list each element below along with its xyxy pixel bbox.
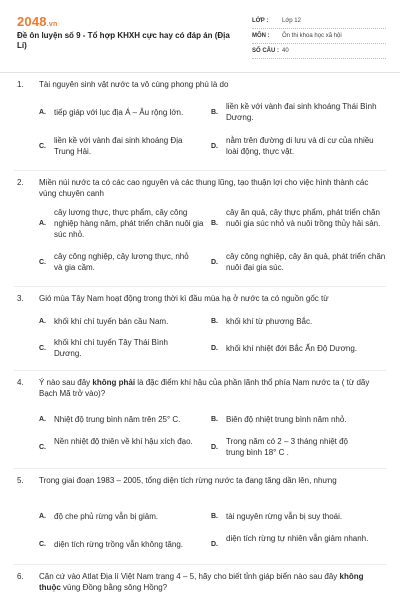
option-label: A. (39, 513, 46, 520)
option-text: diện tích rừng trồng vẫn không tăng. (54, 540, 183, 549)
document-meta (252, 14, 386, 59)
question-number: 6. (17, 572, 24, 581)
question-number: 1. (17, 80, 24, 89)
option-label: D. (211, 541, 218, 548)
option-text: Biên độ nhiệt trung bình năm nhỏ. (226, 415, 347, 424)
option-text: khối khí chí tuyến Tây Thái Bình Dương. (54, 338, 168, 358)
option-label: D. (211, 143, 218, 150)
option-label: B. (211, 318, 218, 325)
question-text: Trong giai đoạn 1983 – 2005, tổng diện tích rừng nước ta đang tăng dần lên, nhưng (39, 476, 337, 485)
meta-row-class (252, 14, 386, 29)
option-label: B. (211, 416, 218, 423)
document-title: Đề ôn luyện số 9 - Tổ hợp KHXH cực hay có đáp án (Địa Lí) (17, 31, 230, 50)
option-label: B. (211, 109, 218, 116)
option-label: D. (211, 259, 218, 266)
meta-value: 40 (282, 48, 289, 54)
option-label: C. (39, 541, 46, 548)
option-text: Nền nhiệt độ thiên về khí hậu xích đạo. (54, 437, 193, 446)
meta-value: Lớp 12 (282, 18, 301, 24)
question-text-emphasis: không thuộc (39, 572, 364, 592)
option-label: C. (39, 444, 46, 451)
option-label: A. (39, 220, 46, 227)
question-separator (14, 286, 386, 287)
option-label: B. (211, 220, 218, 227)
question-text-start: Ý nào sau đây (39, 378, 93, 387)
question-text-end: vùng Đồng bằng sông Hồng? (60, 582, 168, 592)
question-separator (14, 564, 386, 565)
option-label: A. (39, 318, 46, 325)
option-label: C. (39, 143, 46, 150)
option-text: độ che phủ rừng vẫn bị giảm. (54, 512, 159, 521)
option-text: liền kề với vành đai sinh khoáng Thái Bình Dương. (226, 102, 377, 122)
option-label: D. (211, 444, 218, 451)
question-text: Tài nguyên sinh vật nước ta vô cùng phong phú là do (39, 80, 229, 89)
option-text: khối khí chí tuyến bán cầu Nam. (54, 317, 169, 326)
option-text: liền kề với vành đai sinh khoáng Địa Trung Hải. (54, 136, 183, 156)
question-number: 3. (17, 294, 24, 303)
question-text-end: là đặc điểm khí hậu của phần lãnh thổ phía Nam nước ta ( từ dãy Bạch Mã trở vào)? (39, 378, 370, 398)
question-separator (14, 468, 386, 469)
meta-key: LỚP : (252, 18, 269, 24)
logo-main: 2048 (17, 14, 47, 29)
meta-key: MÔN : (252, 33, 270, 39)
question-separator (14, 370, 386, 371)
question-number: 2. (17, 178, 24, 187)
option-label: C. (39, 345, 46, 352)
option-text: tài nguyên rừng vẫn bị suy thoái. (226, 512, 343, 521)
option-label: D. (211, 345, 218, 352)
option-label: A. (39, 416, 46, 423)
question-text: Miền núi nước ta có các cao nguyên và các thung lũng, tạo thuận lợi cho việc hình thành các vùng chuyên canh (39, 178, 369, 198)
question-text-start: Căn cứ vào Atlat Địa lí Việt Nam trang 4 – 5, hãy cho biết tỉnh giáp biển nào sau đây (39, 572, 340, 581)
option-text: nằm trên đường di lưu và di cư của nhiều loài động, thực vật. (226, 136, 374, 156)
question-text-emphasis: không phải (92, 378, 136, 387)
option-text: Trong năm có 2 – 3 tháng nhiệt độ trung bình 18° C . (226, 437, 349, 457)
meta-row-count (252, 44, 386, 59)
option-text: tiếp giáp với lục địa Á – Âu rộng lớn. (54, 108, 184, 117)
question-text (39, 378, 384, 400)
option-text: cây ăn quả, cây thực phẩm, phát triển chăn nuôi gia súc nhỏ và nuôi trồng thủy hải sản. (226, 208, 381, 228)
logo-suffix: .vn (46, 21, 58, 28)
option-text: khối khí từ phương Bắc. (226, 317, 313, 326)
meta-row-subject (252, 29, 386, 44)
option-label: C. (39, 259, 46, 266)
option-text: khối khí nhiệt đới Bắc Ấn Độ Dương. (226, 344, 358, 353)
header-divider (0, 72, 400, 73)
document-header (0, 0, 400, 68)
meta-value: Ôn thi khoa học xã hội (282, 33, 342, 39)
meta-key: SỐ CÂU : (252, 48, 279, 54)
option-text: cây lương thực, thực phẩm, cây công nghiệp hàng năm, phát triển chăn nuôi gia súc nhỏ. (54, 208, 204, 239)
option-text: diện tích rừng tự nhiên vẫn giảm nhanh. (226, 534, 369, 543)
option-text: cây công nghiệp, cây ăn quả, phát triển chăn nuôi đại gia súc. (226, 252, 386, 272)
question-separator (14, 170, 386, 171)
option-label: A. (39, 109, 46, 116)
question-number: 4. (17, 378, 24, 387)
question-number: 5. (17, 476, 24, 485)
site-logo[interactable] (17, 14, 57, 29)
option-text: Nhiệt độ trung bình năm trên 25° C. (54, 415, 181, 424)
question-text: Gió mùa Tây Nam hoạt động trong thời kì đầu mùa hạ ở nước ta có nguồn gốc từ (39, 294, 329, 303)
option-label: B. (211, 513, 218, 520)
option-text: cây công nghiệp, cây lương thực, nhỏ và gia cầm. (54, 252, 189, 272)
question-text (39, 572, 384, 594)
